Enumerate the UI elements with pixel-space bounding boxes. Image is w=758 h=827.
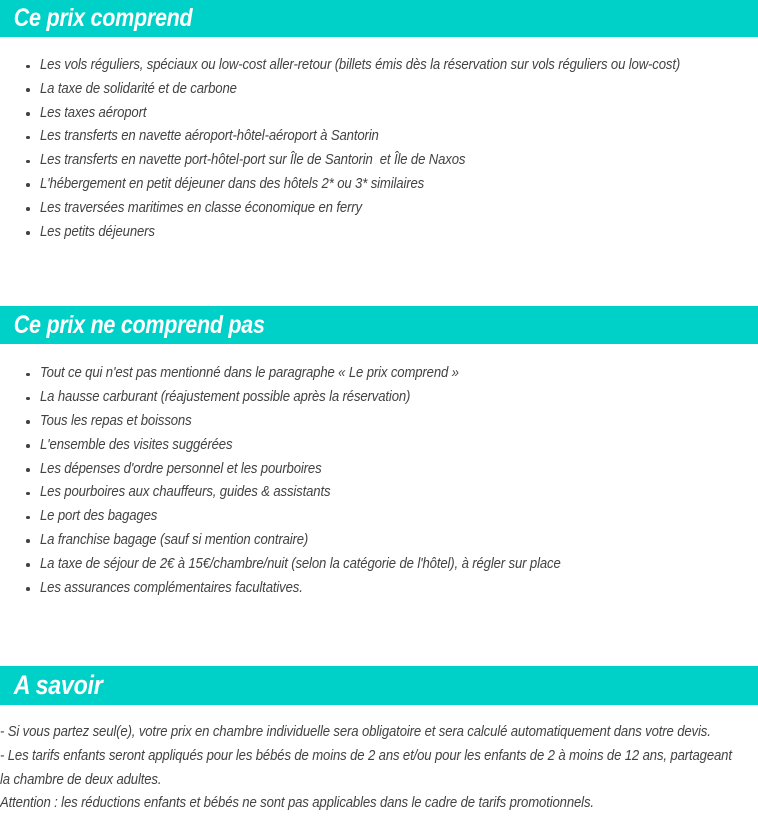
- list-item-text: Les assurances complémentaires facultatives.: [40, 579, 303, 596]
- list-item: [0, 173, 758, 197]
- section-title-notes: A savoir: [13, 670, 103, 701]
- section-header-notes: [0, 666, 758, 705]
- list-item: [0, 505, 758, 529]
- list-item-text: Tout ce qui n'est pas mentionné dans le paragraphe « Le prix comprend »: [40, 365, 459, 382]
- list-item-text: La taxe de solidarité et de carbone: [40, 80, 237, 97]
- list-item-text: Tous les repas et boissons: [40, 412, 192, 429]
- list-item: [0, 125, 758, 149]
- list-item-text: Le port des bagages: [40, 508, 158, 525]
- list-item: [0, 458, 758, 482]
- note-paragraph-text: - Les tarifs enfants seront appliqués pour les bébés de moins de 2 ans et/ou pour les enfants de 2 à moins de 12 ans, partageant la chambre de deux adultes.: [0, 747, 732, 788]
- list-item: [0, 577, 758, 601]
- list-item: [0, 386, 758, 410]
- section-title-includes: Ce prix comprend: [13, 4, 193, 32]
- list-item-text: Les traversées maritimes en classe économique en ferry: [40, 199, 362, 216]
- list-item: [0, 553, 758, 577]
- list-item: [0, 529, 758, 553]
- list-item: [0, 221, 758, 245]
- list-item-text: Les transferts en navette aéroport-hôtel-aéroport à Santorin: [40, 128, 379, 145]
- list-item-text: Les petits déjeuners: [40, 223, 155, 240]
- excludes-list: [0, 362, 758, 600]
- section-header-includes: [0, 0, 758, 37]
- list-item-text: L'hébergement en petit déjeuner dans des hôtels 2* ou 3* similaires: [40, 175, 425, 192]
- list-item: [0, 149, 758, 173]
- list-item: [0, 410, 758, 434]
- section-header-excludes: [0, 306, 758, 344]
- list-item-text: La franchise bagage (sauf si mention contraire): [40, 531, 309, 548]
- list-item: [0, 362, 758, 386]
- list-item-text: Les taxes aéroport: [40, 104, 147, 121]
- list-item: [0, 434, 758, 458]
- note-paragraph: [0, 721, 744, 745]
- note-paragraph-text: Attention : les réductions enfants et bébés ne sont pas applicables dans le cadre de tarifs promotionnels.: [0, 795, 594, 812]
- list-item-text: Les transferts en navette port-hôtel-port sur Île de Santorin et Île de Naxos: [40, 152, 466, 169]
- list-item: [0, 197, 758, 221]
- section-title-excludes: Ce prix ne comprend pas: [13, 310, 265, 339]
- list-item: [0, 102, 758, 126]
- list-item-text: L'ensemble des visites suggérées: [40, 436, 233, 453]
- section-spacer: [0, 600, 758, 666]
- includes-list: [0, 54, 758, 244]
- list-item: [0, 481, 758, 505]
- list-item: [0, 54, 758, 78]
- notes-block: [0, 721, 758, 815]
- list-item-text: Les vols réguliers, spéciaux ou low-cost aller-retour (billets émis dès la réservation sur vols réguliers ou low-cost): [40, 57, 681, 73]
- list-item-text: Les dépenses d'ordre personnel et les pourboires: [40, 460, 322, 477]
- list-item: [0, 78, 758, 102]
- list-item-text: La taxe de séjour de 2€ à 15€/chambre/nuit (selon la catégorie de l'hôtel), à régler sur place: [40, 555, 561, 572]
- note-paragraph-text: - Si vous partez seul(e), votre prix en chambre individuelle sera obligatoire et sera calculé automatiquement dans votre devis.: [0, 724, 711, 741]
- list-item-text: Les pourboires aux chauffeurs, guides & assistants: [40, 484, 331, 501]
- section-spacer: [0, 244, 758, 306]
- note-paragraph: [0, 792, 744, 816]
- note-paragraph: [0, 745, 744, 792]
- list-item-text: La hausse carburant (réajustement possible après la réservation): [40, 389, 411, 406]
